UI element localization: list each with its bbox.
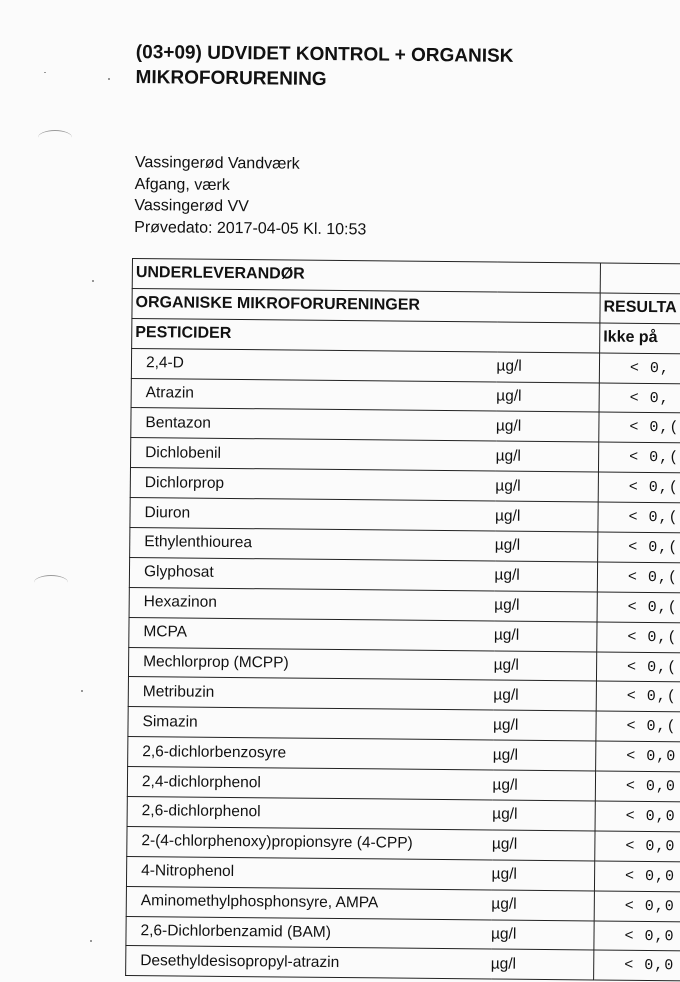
compound-name: Glyphosat bbox=[129, 557, 494, 590]
scan-speck bbox=[92, 280, 94, 282]
unit-cell: µg/l bbox=[491, 949, 594, 980]
result-value: < 0,( bbox=[596, 652, 680, 683]
result-value: < 0,( bbox=[598, 502, 680, 533]
result-value: < 0,( bbox=[596, 711, 680, 742]
result-value: < 0,0 bbox=[594, 891, 680, 922]
scan-speck bbox=[44, 72, 46, 73]
unit-cell: µg/l bbox=[492, 800, 595, 831]
unit-cell: µg/l bbox=[495, 441, 598, 472]
result-value: < 0, bbox=[599, 353, 680, 384]
compound-name: Dichlorprop bbox=[130, 468, 495, 501]
compound-name: Mechlorprop (MCPP) bbox=[128, 647, 493, 680]
subcontractor-header-right bbox=[600, 263, 680, 294]
title-line-2: MIKROFORURENING bbox=[135, 66, 327, 90]
unit-cell: µg/l bbox=[492, 770, 595, 801]
unit-cell: µg/l bbox=[496, 382, 599, 413]
unit-cell: µg/l bbox=[495, 531, 598, 562]
result-value: < 0,( bbox=[597, 622, 680, 653]
compound-name: 2-(4-chlorphenoxy)propionsyre (4-CPP) bbox=[127, 826, 492, 859]
unit-cell: µg/l bbox=[494, 561, 597, 592]
table-row bbox=[126, 946, 680, 981]
unit-cell: µg/l bbox=[491, 890, 594, 921]
result-value: < 0,0 bbox=[596, 741, 680, 772]
result-value: < 0,( bbox=[597, 562, 680, 593]
compound-name: Atrazin bbox=[131, 378, 496, 411]
compound-name: 2,6-Dichlorbenzamid (BAM) bbox=[126, 916, 491, 949]
unit-cell: µg/l bbox=[494, 591, 597, 622]
pesticides-header: PESTICIDER bbox=[132, 318, 600, 352]
result-value: < 0,0 bbox=[595, 801, 680, 832]
compound-name: 2,4-D bbox=[131, 348, 496, 381]
unit-cell: µg/l bbox=[493, 740, 596, 771]
subcontractor-header: UNDERLEVERANDØR bbox=[132, 259, 600, 293]
compound-name: Desethyldesisopropyl-atrazin bbox=[126, 946, 491, 979]
compound-name: Diuron bbox=[130, 498, 495, 531]
punch-hole-mark bbox=[34, 575, 68, 590]
unit-cell: µg/l bbox=[495, 471, 598, 502]
result-value: < 0,( bbox=[596, 681, 680, 712]
compound-name: 2,4-dichlorphenol bbox=[127, 767, 492, 800]
result-value: < 0,( bbox=[598, 442, 680, 473]
results-table-wrapper bbox=[125, 258, 680, 982]
result-value: < 0,0 bbox=[594, 921, 680, 952]
unit-cell: µg/l bbox=[496, 411, 599, 442]
pesticide-rows bbox=[126, 348, 680, 981]
unit-cell: µg/l bbox=[494, 621, 597, 652]
organic-header: ORGANISKE MIKROFORURENINGER bbox=[132, 288, 600, 322]
sample-info bbox=[134, 152, 367, 240]
unit-cell: µg/l bbox=[492, 830, 595, 861]
unit-cell: µg/l bbox=[496, 352, 599, 383]
scan-speck bbox=[90, 940, 92, 942]
result-value: < 0, bbox=[599, 383, 680, 414]
result-value: < 0,( bbox=[598, 472, 680, 503]
scan-speck bbox=[81, 690, 83, 692]
unit-cell: µg/l bbox=[495, 501, 598, 532]
compound-name: Dichlobenil bbox=[130, 438, 495, 471]
scan-speck bbox=[108, 78, 110, 80]
result-value: < 0,( bbox=[598, 532, 680, 563]
result-subheader: Ikke på bbox=[600, 323, 680, 354]
unit-cell: µg/l bbox=[493, 651, 596, 682]
result-value: < 0,( bbox=[597, 592, 680, 623]
compound-name: MCPA bbox=[129, 617, 494, 650]
compound-name: Aminomethylphosphonsyre, AMPA bbox=[126, 886, 491, 919]
punch-hole-mark bbox=[38, 130, 72, 145]
result-value: < 0,0 bbox=[595, 831, 680, 862]
site-name: Vassingerød VV bbox=[134, 196, 249, 216]
sample-location: Afgang, værk bbox=[134, 175, 230, 194]
unit-cell: µg/l bbox=[491, 860, 594, 891]
unit-cell: µg/l bbox=[491, 920, 594, 951]
result-value: < 0,0 bbox=[594, 950, 680, 981]
result-column-header: RESULTA bbox=[600, 293, 680, 324]
compound-name: Simazin bbox=[128, 707, 493, 740]
compound-name: 2,6-dichlorbenzosyre bbox=[128, 737, 493, 770]
results-table bbox=[125, 258, 680, 982]
compound-name: Metribuzin bbox=[128, 677, 493, 710]
waterworks-name: Vassingerød Vandværk bbox=[134, 153, 300, 173]
unit-cell: µg/l bbox=[493, 710, 596, 741]
unit-cell: µg/l bbox=[493, 680, 596, 711]
compound-name: Hexazinon bbox=[129, 587, 494, 620]
result-value: < 0,0 bbox=[594, 861, 680, 892]
title-line-1: (03+09) UDVIDET KONTROL + ORGANISK bbox=[135, 41, 514, 67]
compound-name: Bentazon bbox=[131, 408, 496, 441]
document-title bbox=[135, 40, 513, 94]
compound-name: Ethylenthiourea bbox=[130, 528, 495, 561]
sample-date: Prøvedato: 2017-04-05 Kl. 10:53 bbox=[134, 218, 367, 238]
result-value: < 0,( bbox=[599, 412, 680, 443]
compound-name: 4-Nitrophenol bbox=[126, 856, 491, 889]
compound-name: 2,6-dichlorphenol bbox=[127, 797, 492, 830]
result-value: < 0,0 bbox=[595, 771, 680, 802]
